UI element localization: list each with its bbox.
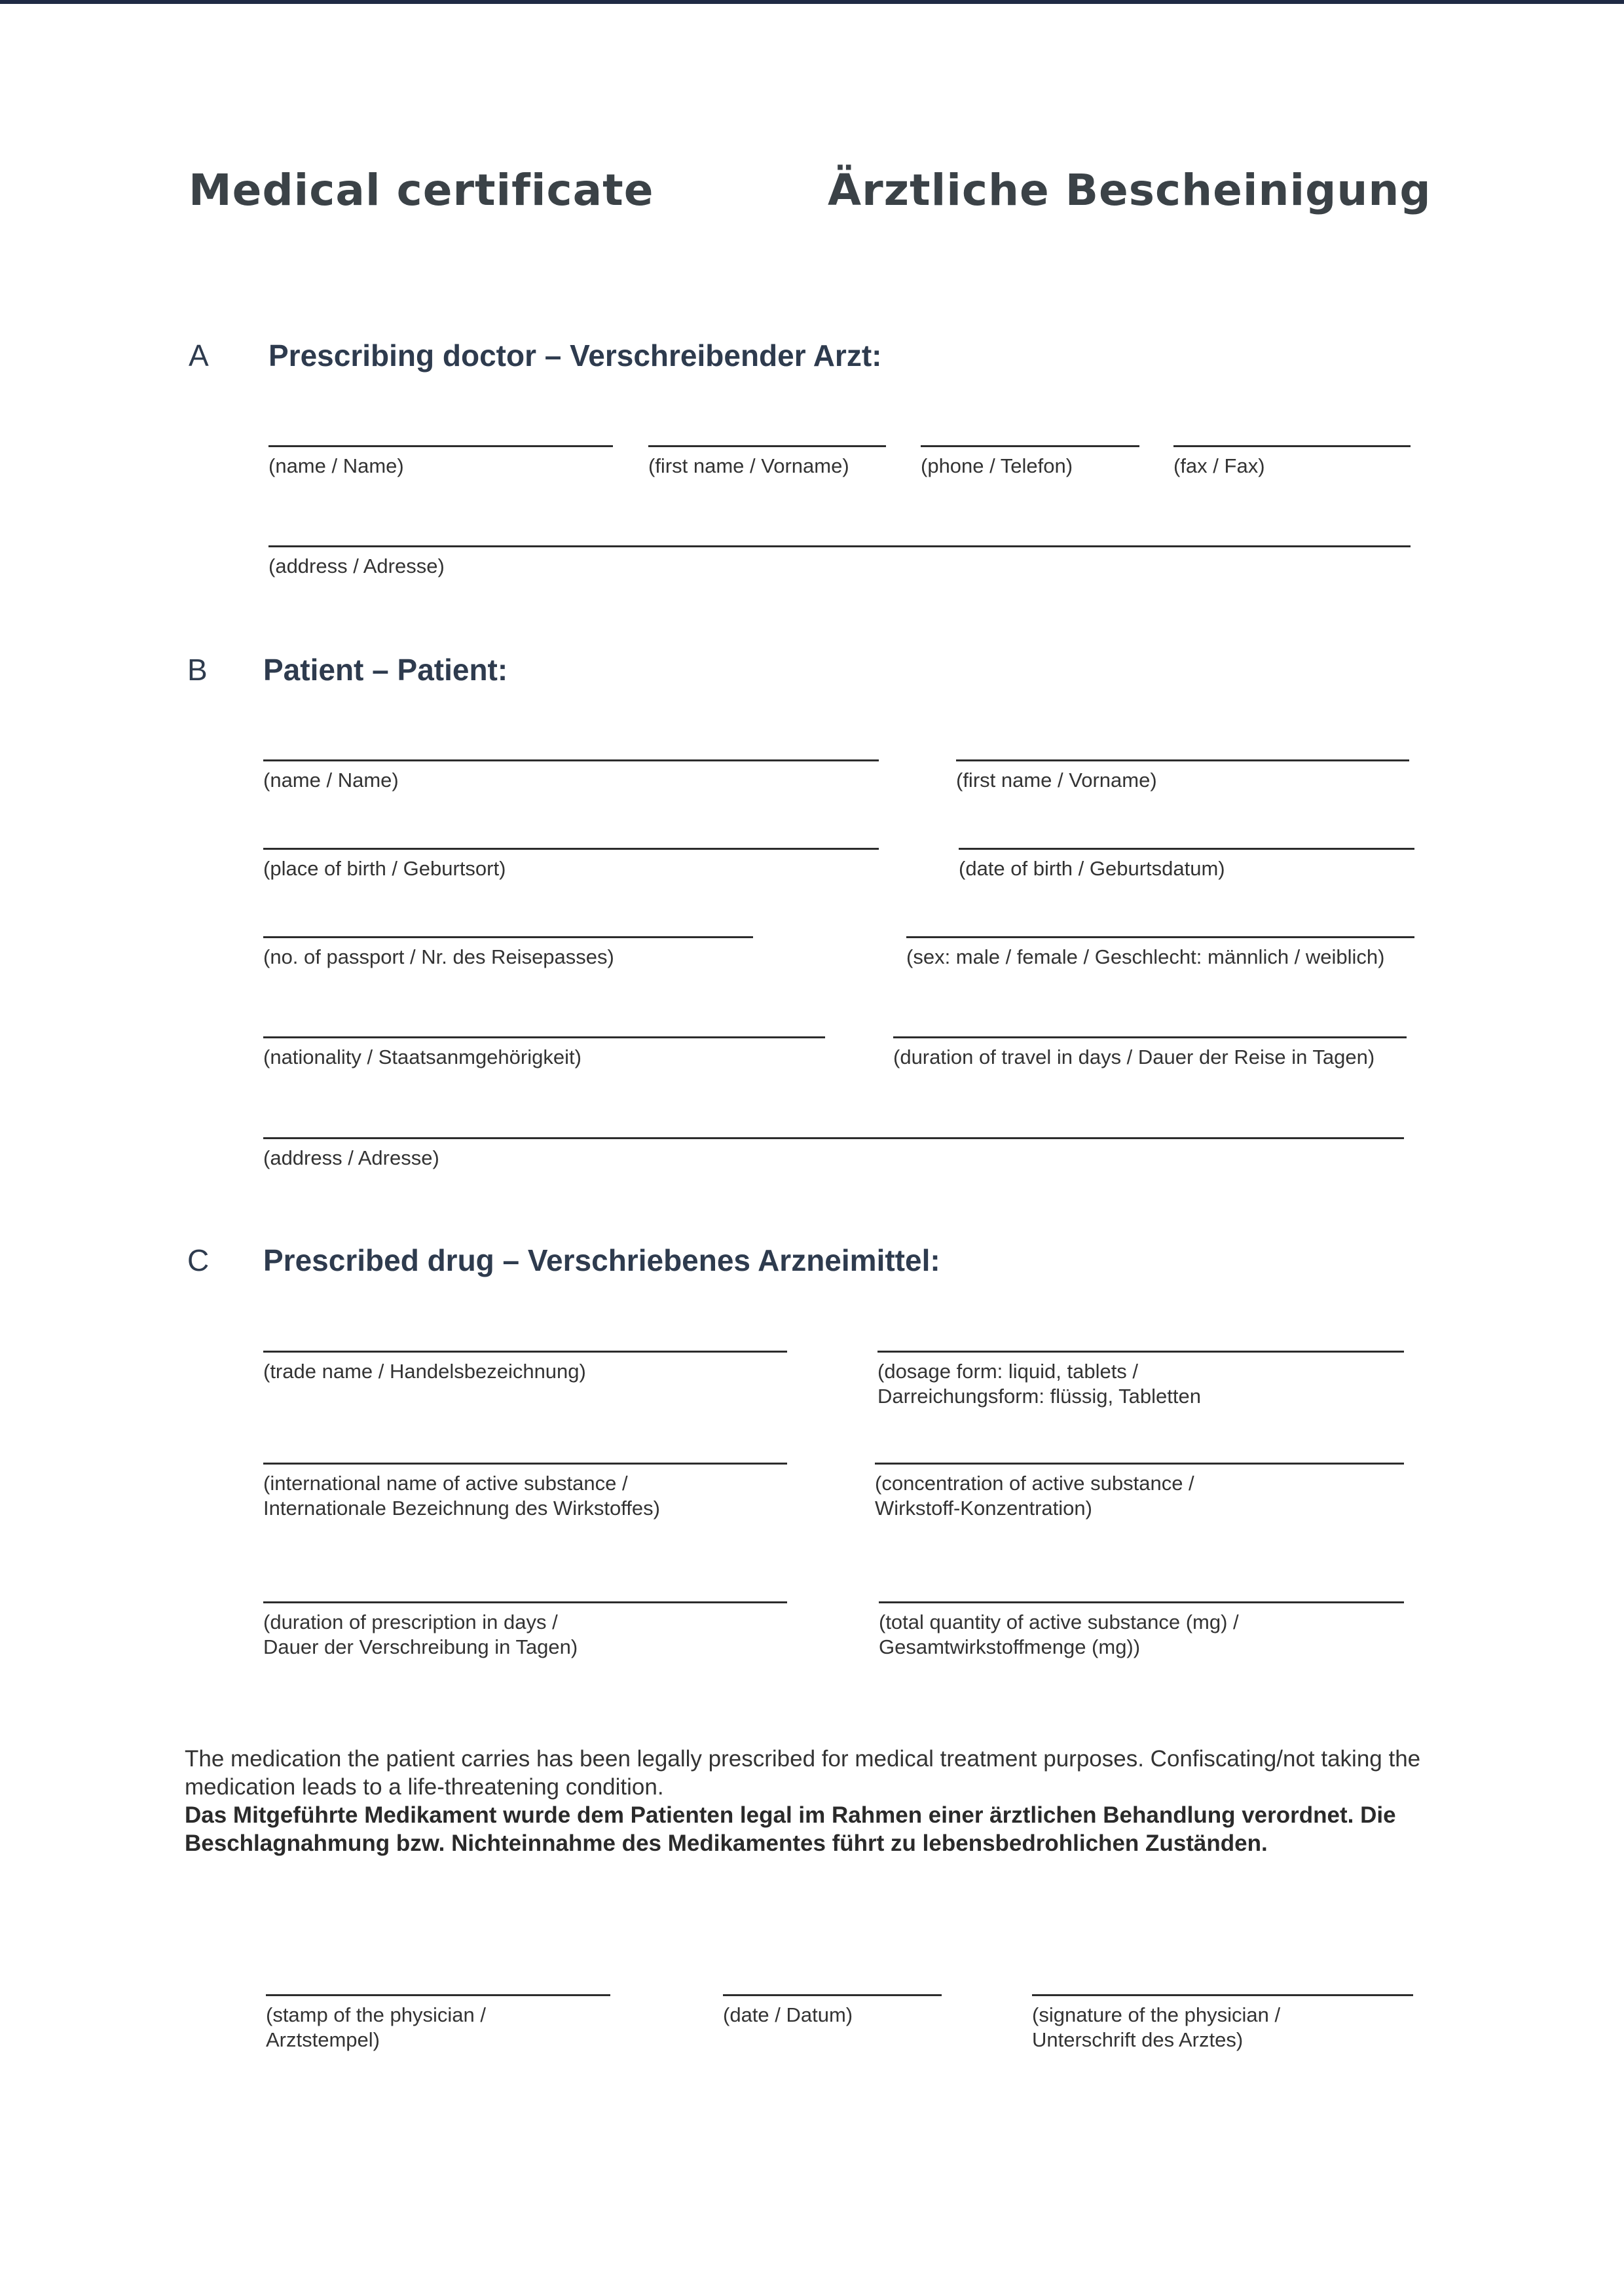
field-label: (name / Name) xyxy=(263,769,399,792)
field-label: (name / Name) xyxy=(268,454,404,477)
place-of-birth-field[interactable] xyxy=(263,848,879,881)
underline xyxy=(648,445,886,447)
dosage-form-field[interactable] xyxy=(877,1351,1404,1409)
statement-german: Das Mitgeführte Medikament wurde dem Patienten legal im Rahmen einer ärztlichen Behandlung verordnet. Die Beschlagnahmung bzw. Nichteinnahme des Medikamentes führt zu lebensbedrohlichen Zuständen. xyxy=(185,1802,1396,1856)
field-label: (date of birth / Geburtsdatum) xyxy=(959,857,1225,880)
field-label: (address / Adresse) xyxy=(263,1146,439,1169)
statement-english: The medication the patient carries has been legally prescribed for medical treatment purposes. Confiscating/not taking the medication leads to a life-threatening condition. xyxy=(185,1746,1421,1800)
underline xyxy=(879,1601,1404,1603)
field-label: (duration of prescription in days / Dauer der Verschreibung in Tagen) xyxy=(263,1611,578,1658)
field-label: (address / Adresse) xyxy=(268,555,445,577)
patient-name-field[interactable] xyxy=(263,759,879,793)
underline xyxy=(263,936,753,938)
field-label: (first name / Vorname) xyxy=(648,454,849,477)
field-label: (concentration of active substance / Wirkstoff-Konzentration) xyxy=(875,1472,1194,1520)
doctor-first-name-field[interactable] xyxy=(648,445,886,479)
underline xyxy=(877,1351,1404,1353)
field-label: (trade name / Handelsbezeichnung) xyxy=(263,1360,586,1383)
field-label: (no. of passport / Nr. des Reisepasses) xyxy=(263,945,614,968)
international-name-field[interactable] xyxy=(263,1463,787,1521)
concentration-field[interactable] xyxy=(875,1463,1404,1521)
section-a-letter: A xyxy=(189,338,209,373)
doctor-address-field[interactable] xyxy=(268,545,1411,579)
physician-signature-field[interactable] xyxy=(1032,1994,1413,2052)
underline xyxy=(723,1994,942,1996)
underline xyxy=(263,759,879,761)
underline xyxy=(959,848,1414,850)
travel-duration-field[interactable] xyxy=(893,1036,1407,1070)
field-label: (international name of active substance / Internationale Bezeichnung des Wirkstoffes) xyxy=(263,1472,660,1520)
underline xyxy=(906,936,1414,938)
section-b-heading: Patient – Patient: xyxy=(263,653,508,687)
section-b-letter: B xyxy=(187,653,208,687)
section-c-heading: Prescribed drug – Verschriebenes Arzneimittel: xyxy=(263,1243,940,1277)
sex-field[interactable] xyxy=(906,936,1414,970)
date-field[interactable] xyxy=(723,1994,942,2028)
title-german: Ärztliche Bescheinigung xyxy=(828,165,1431,215)
underline xyxy=(921,445,1139,447)
underline xyxy=(263,1601,787,1603)
underline xyxy=(263,1463,787,1465)
underline xyxy=(1032,1994,1413,1996)
date-of-birth-field[interactable] xyxy=(959,848,1414,881)
doctor-fax-field[interactable] xyxy=(1173,445,1411,479)
underline xyxy=(956,759,1409,761)
physician-stamp-field[interactable] xyxy=(266,1994,610,2052)
underline xyxy=(263,1351,787,1353)
trade-name-field[interactable] xyxy=(263,1351,787,1384)
field-label: (nationality / Staatsanmgehörigkeit) xyxy=(263,1046,581,1068)
underline xyxy=(263,848,879,850)
patient-address-field[interactable] xyxy=(263,1137,1404,1171)
passport-number-field[interactable] xyxy=(263,936,753,970)
legal-statement xyxy=(185,1745,1442,1857)
field-label: (dosage form: liquid, tablets / Darreichungsform: flüssig, Tabletten xyxy=(877,1360,1201,1408)
field-label: (duration of travel in days / Dauer der Reise in Tagen) xyxy=(893,1046,1375,1068)
doctor-phone-field[interactable] xyxy=(921,445,1139,479)
section-a-heading: Prescribing doctor – Verschreibender Arzt: xyxy=(268,338,882,373)
underline xyxy=(893,1036,1407,1038)
field-label: (signature of the physician / Unterschrift des Arztes) xyxy=(1032,2003,1281,2051)
scan-top-edge xyxy=(0,0,1624,4)
doctor-name-field[interactable] xyxy=(268,445,613,479)
field-label: (fax / Fax) xyxy=(1173,454,1265,477)
underline xyxy=(268,445,613,447)
underline xyxy=(875,1463,1404,1465)
title-english: Medical certificate xyxy=(189,165,654,215)
field-label: (phone / Telefon) xyxy=(921,454,1073,477)
underline xyxy=(268,545,1411,547)
underline xyxy=(263,1137,1404,1139)
nationality-field[interactable] xyxy=(263,1036,825,1070)
field-label: (stamp of the physician / Arztstempel) xyxy=(266,2003,486,2051)
field-label: (first name / Vorname) xyxy=(956,769,1157,792)
field-label: (sex: male / female / Geschlecht: männlich / weiblich) xyxy=(906,945,1385,968)
patient-first-name-field[interactable] xyxy=(956,759,1409,793)
field-label: (place of birth / Geburtsort) xyxy=(263,857,506,880)
total-quantity-field[interactable] xyxy=(879,1601,1404,1660)
field-label: (date / Datum) xyxy=(723,2003,853,2026)
underline xyxy=(263,1036,825,1038)
section-c-letter: C xyxy=(187,1243,210,1277)
underline xyxy=(1173,445,1411,447)
field-label: (total quantity of active substance (mg) / Gesamtwirkstoffmenge (mg)) xyxy=(879,1611,1239,1658)
prescription-duration-field[interactable] xyxy=(263,1601,787,1660)
underline xyxy=(266,1994,610,1996)
